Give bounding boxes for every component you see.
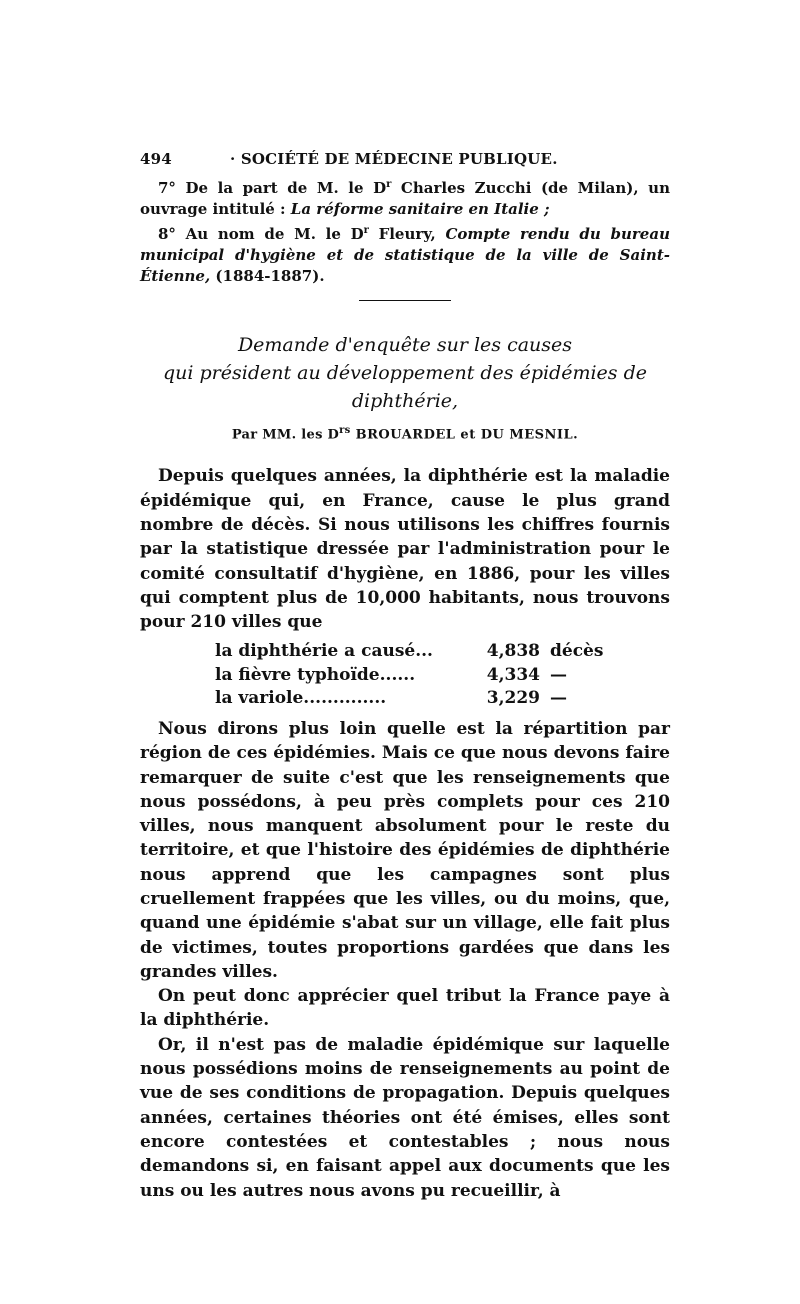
paragraph-4: Or, il n'est pas de maladie épidémique sur laquelle nous possédions moins de renseignements au point de vue de ses conditions de propagation. Depuis quelques années, certaines théories ont été émises, elles sont encore contestées et contestables ; nous nous demandons si, en faisant appel aux documents que les uns ou les autres nous avons pu recueillir, à (140, 1034, 670, 1201)
list-of-received-works (140, 174, 670, 287)
item7-text-a: 7° De la part de M. le D (158, 179, 387, 197)
page-header (140, 150, 670, 168)
mortality-table (215, 640, 603, 711)
paragraph-1: Depuis quelques années, la diphthérie est la maladie épidémique qui, en France, cause le plus grand nombre de décès. Si nous utilisons les chiffres fournis par la statistique dressée par l'administration pour le comité consultatif d'hygiène, en 1886, pour les villes qui comptent plus de 10,000 habitants, nous trouvons pour 210 villes que (140, 466, 670, 633)
stat-label: la diphthérie a causé... (215, 641, 433, 662)
stat-unit: décès (550, 641, 604, 662)
byline-sup: rs (339, 425, 351, 436)
item8-sup: r (363, 225, 369, 236)
page (140, 150, 670, 1203)
table-row (215, 664, 603, 688)
stat-unit: — (550, 664, 567, 685)
article-title-line-2: qui président au développement des épidémies de diphthérie, (162, 362, 648, 412)
stat-value: 3,229 (486, 688, 540, 709)
table-row (215, 687, 603, 711)
article-byline (140, 425, 670, 442)
running-title: · SOCIÉTÉ DE MÉDECINE PUBLIQUE. (230, 150, 558, 168)
item7-sup: r (386, 179, 392, 190)
byline-text-a: Par MM. les D (231, 427, 340, 443)
stat-value: 4,838 (486, 641, 540, 662)
table-row (215, 640, 603, 664)
article-title (140, 331, 670, 415)
item8-text-c: (1884-1887). (210, 267, 325, 285)
stat-value: 4,334 (486, 664, 540, 685)
item8-work-title: Compte rendu du bureau municipal d'hygiène et de statistique de la ville de Saint-Étienne, (140, 225, 670, 285)
article-title-line-1: Demande d'enquête sur les causes (237, 334, 573, 356)
paragraph-2: Nous dirons plus loin quelle est la répartition par région de ces épidémies. Mais ce que nous devons faire remarquer de suite c'est que les renseignements que nous possédons, à peu près complets pour ces 210 villes, nous manquent absolument pour le reste du territoire, et que l'histoire des épidémies de diphthérie nous apprend que les campagnes sont plus cruellement frappées que les villes, ou du moins, que, quand une épidémie s'abat sur un village, elle fait plus de victimes, toutes proportions gardées que dans les grandes villes. (140, 718, 670, 982)
item7-work-title: La réforme sanitaire en Italie ; (290, 200, 550, 218)
list-item-7 (140, 174, 670, 220)
item8-text-a: 8° Au nom de M. le D (158, 225, 364, 243)
item7-text-b: Charles Zucchi (de Milan), un ouvrage intitulé : (140, 179, 670, 218)
stat-label: la variole.............. (215, 688, 387, 709)
paragraph-3: On peut donc apprécier quel tribut la France paye à la diphthérie. (140, 986, 670, 1031)
list-item-8 (140, 220, 670, 287)
page-number: 494 (140, 150, 172, 168)
stat-unit: — (550, 688, 567, 709)
section-divider (359, 300, 451, 301)
article-body (140, 464, 670, 1203)
stat-label: la fièvre typhoïde...... (215, 664, 416, 685)
byline-authors: BROUARDEL et DU MESNIL. (350, 427, 579, 443)
item8-text-b: Fleury, (368, 225, 446, 243)
